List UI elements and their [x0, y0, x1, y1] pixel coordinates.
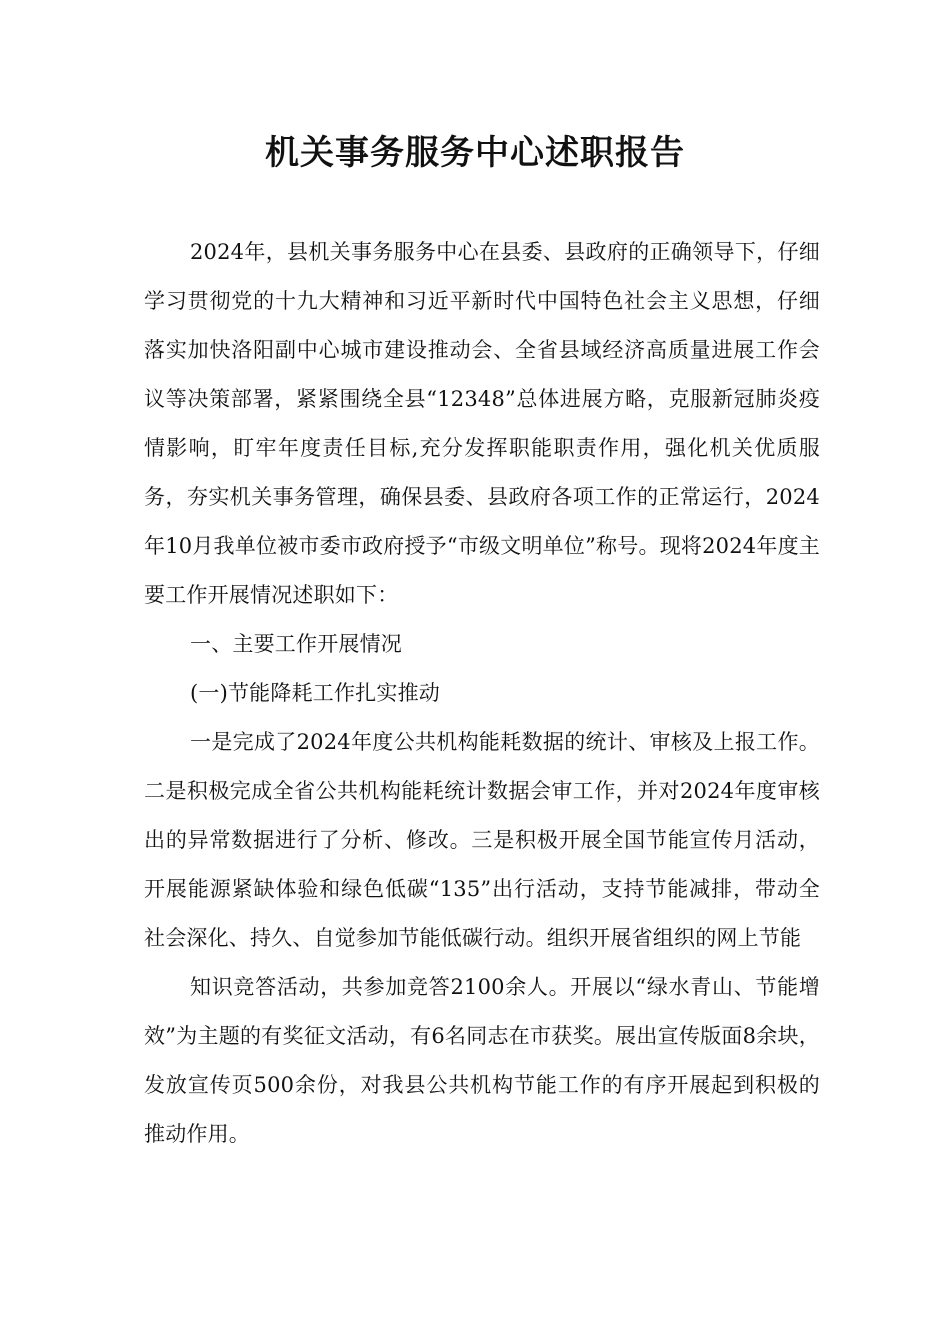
document-body: [144, 228, 820, 1159]
energy-saving-paragraph: 一是完成了2024年度公共机构能耗数据的统计、审核及上报工作。二是积极完成全省公共机构能耗统计数据会审工作，并对2024年度审核出的异常数据进行了分析、修改。三是积极开展全国节能宣传月活动，开展能源紧缺体验和绿色低碳“135”出行活动，支持节能减排，带动全社会深化、持久、自觉参加节能低碳行动。组织开展省组织的网上节能: [144, 730, 820, 950]
document-title: 机关事务服务中心述职报告: [265, 133, 685, 173]
section-heading-main-work: 一、主要工作开展情况: [190, 632, 402, 656]
subsection-heading-energy-saving: (一)节能降耗工作扎实推动: [190, 681, 440, 705]
intro-paragraph: 2024年，县机关事务服务中心在县委、县政府的正确领导下，仔细学习贯彻党的十九大精神和习近平新时代中国特色社会主义思想，仔细落实加快洛阳副中心城市建设推动会、全省县域经济高质量进展工作会议等决策部署，紧紧围绕全县“12348”总体进展方略，克服新冠肺炎疫情影响，盯牢年度责任目标,充分发挥职能职责作用，强化机关优质服务，夯实机关事务管理，确保县委、县政府各项工作的正常运行，2024年10月我单位被市委市政府授予“市级文明单位”称号。现将2024年度主要工作开展情况述职如下：: [144, 240, 820, 607]
quiz-activity-paragraph: 知识竞答活动，共参加竞答2100余人。开展以“绿水青山、节能增效”为主题的有奖征文活动，有6名同志在市获奖。展出宣传版面8余块，发放宣传页500余份，对我县公共机构节能工作的有序开展起到积极的推动作用。: [144, 975, 820, 1146]
